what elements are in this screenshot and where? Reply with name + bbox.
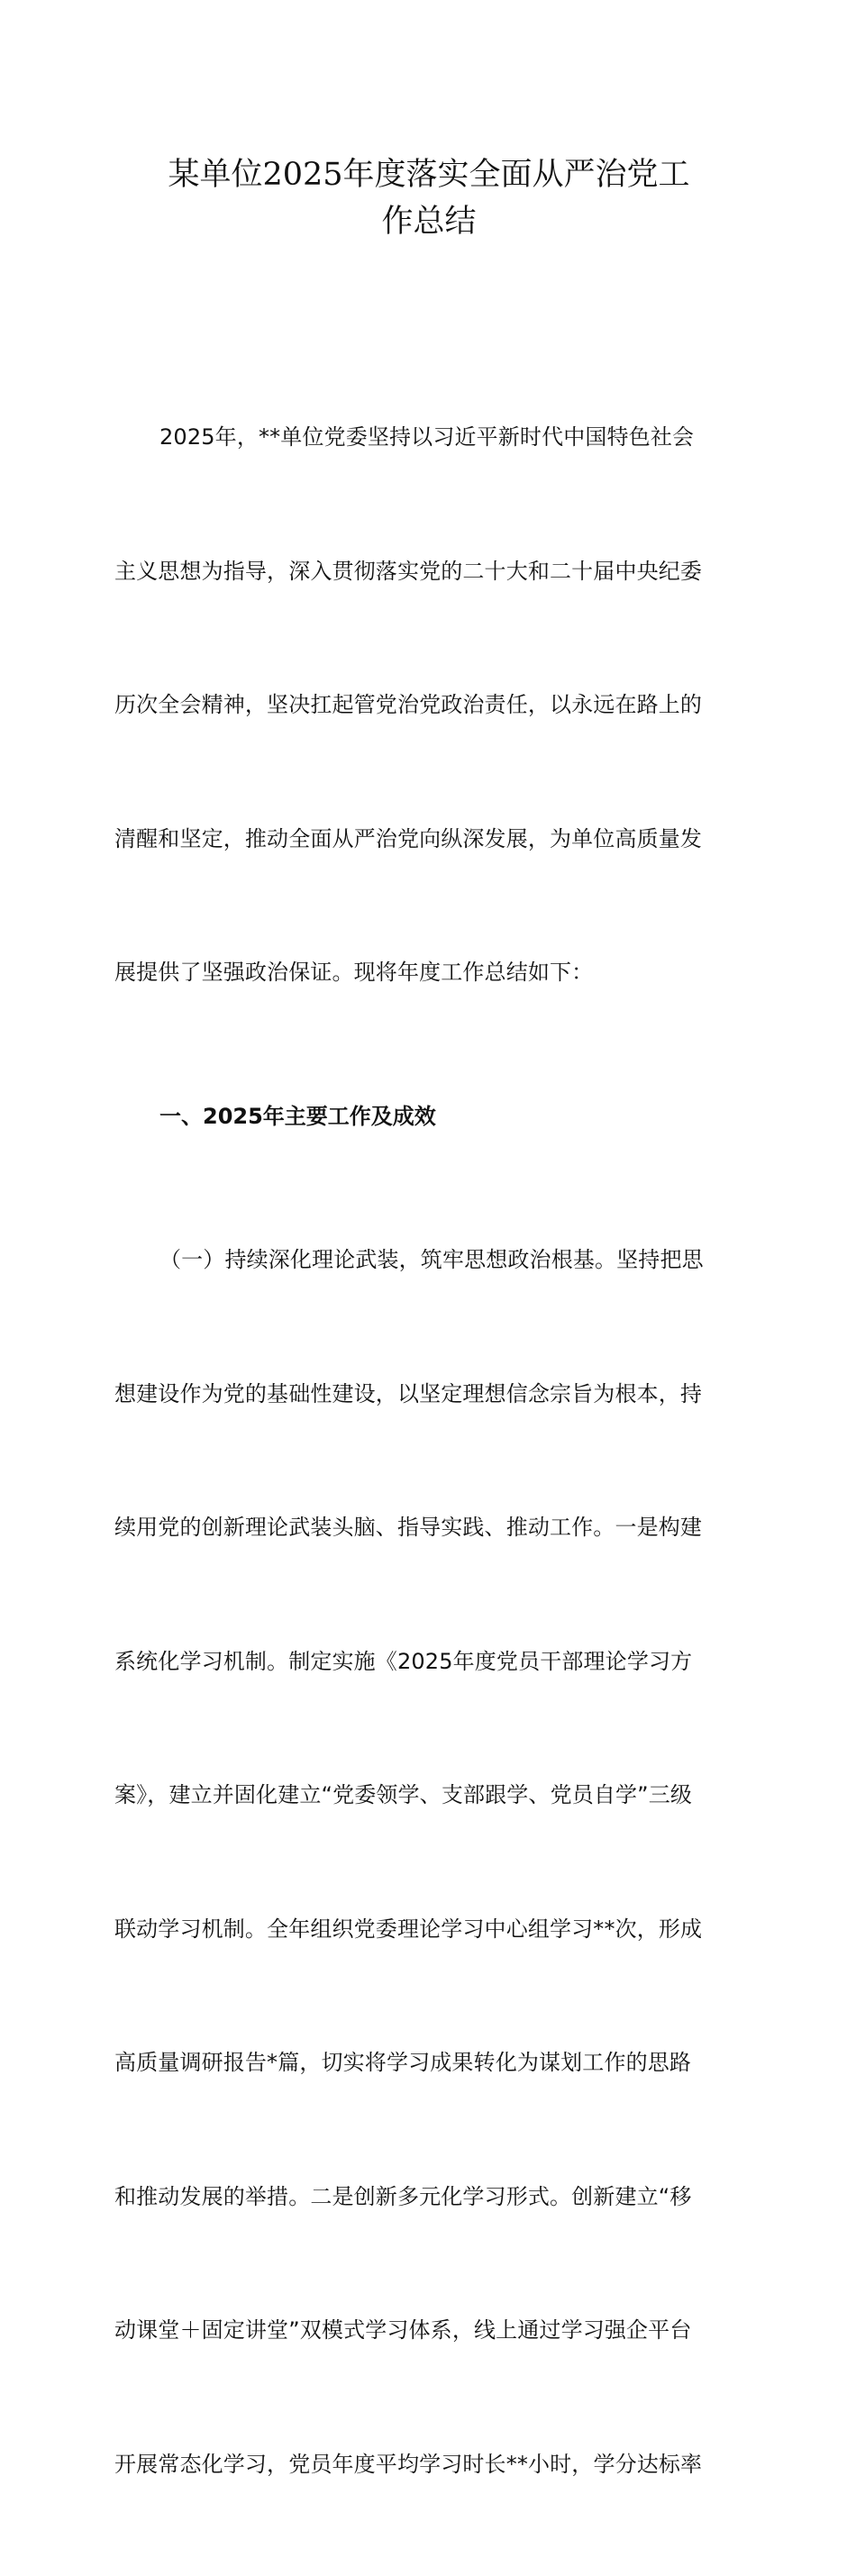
- section-heading-1: 一、2025年主要工作及成效: [159, 1103, 436, 1129]
- intro-line: 2025年，**单位党委坚持以习近平新时代中国特色社会: [159, 424, 695, 450]
- intro-line: 主义思想为指导，深入贯彻落实党的二十大和二十届中央纪委: [114, 558, 703, 584]
- intro-line: 展提供了坚强政治保证。现将年度工作总结如下：: [114, 960, 594, 985]
- document-title: [114, 151, 744, 245]
- section1-line: 想建设作为党的基础性建设，以坚定理想信念宗旨为根本，持: [114, 1380, 703, 1406]
- section1-paragraph: [114, 1149, 740, 2576]
- title-line-1: 某单位2025年度落实全面从严治党工: [168, 157, 690, 193]
- section1-line: 动课堂＋固定讲堂”双模式学习体系，线上通过学习强企平台: [114, 2317, 692, 2343]
- intro-line: 历次全会精神，坚决扛起管党治党政治责任，以永远在路上的: [114, 692, 703, 717]
- section1-line: 续用党的创新理论武装头脑、指导实践、推动工作。一是构建: [114, 1515, 703, 1540]
- section1-line: 高质量调研报告*篇，切实将学习成果转化为谋划工作的思路: [114, 2050, 692, 2075]
- intro-paragraph: [114, 326, 740, 1085]
- section1-line: 和推动发展的举措。二是创新多元化学习形式。创新建立“移: [114, 2183, 692, 2209]
- section1-line: 案》，建立并固化建立“党委领学、支部跟学、党员自学”三级: [114, 1782, 693, 1807]
- title-line-2: 作总结: [381, 204, 477, 240]
- document-body: [114, 326, 740, 2576]
- section1-line: 联动学习机制。全年组织党委理论学习中心组学习**次，形成: [114, 1916, 703, 1942]
- section1-line: （一）持续深化理论武装，筑牢思想政治根基。坚持把思: [159, 1247, 704, 1272]
- section1-line: 开展常态化学习，党员年度平均学习时长**小时，学分达标率: [114, 2451, 703, 2477]
- section1-line: 系统化学习机制。制定实施《2025年度党员干部理论学习方: [114, 1648, 693, 1674]
- intro-line: 清醒和坚定，推动全面从严治党向纵深发展，为单位高质量发: [114, 825, 703, 851]
